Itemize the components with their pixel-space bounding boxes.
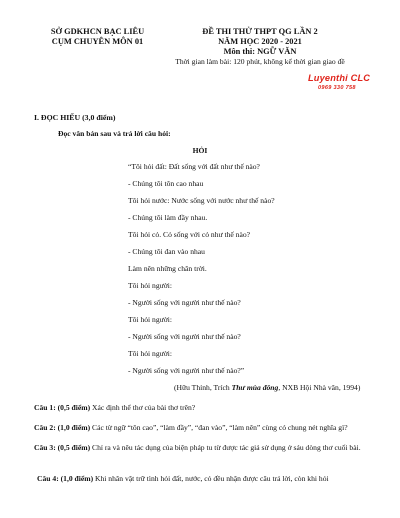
section-instruction: Đọc văn bản sau và trả lời câu hỏi: <box>58 129 171 138</box>
poem-title: HỎI <box>192 146 208 155</box>
subject: Môn thi: NGỮ VĂN <box>223 47 297 56</box>
question-text: Xác định thể thơ của bài thơ trên? <box>90 403 196 412</box>
poem-line: Tôi hỏi người: <box>128 281 172 290</box>
poem-line: - Chúng tôi làm đầy nhau. <box>128 213 208 222</box>
poem-line: - Chúng tôi tôn cao nhau <box>128 179 204 188</box>
question-label: Câu 2: (1,0 điểm) <box>34 423 91 432</box>
question-4 <box>37 474 387 484</box>
poem-line: - Người sống với người như thế nào?” <box>128 366 245 375</box>
question-text: Khi nhân vật trữ tình hỏi đất, nước, cỏ đều nhận được câu trả lời, còn khi hỏi <box>93 474 329 483</box>
poem-line: - Người sống với người như thế nào? <box>128 332 241 341</box>
question-3 <box>34 443 386 453</box>
school-year: NĂM HỌC 2020 - 2021 <box>218 37 302 46</box>
question-text: Các từ ngữ “tôn cao”, “làm đầy”, “đan vào”, “làm nên” cùng có chung nét nghĩa gì? <box>90 423 348 432</box>
group-name: CỤM CHUYÊN MÔN 01 <box>51 37 144 46</box>
question-label: Câu 3: (0,5 điểm) <box>34 443 91 452</box>
poem-source-line <box>174 383 360 393</box>
time-limit: Thời gian làm bài: 120 phút, không kể thời gian giao đề <box>175 57 345 66</box>
section-heading: I. ĐỌC HIỂU (3,0 điểm) <box>34 113 116 122</box>
source-suffix: , NXB Hội Nhà văn, 1994) <box>278 383 361 392</box>
luyenthi-logo-title: Luyenthi CLC <box>308 73 371 83</box>
question-1 <box>34 403 384 413</box>
department-name: SỞ GDKHCN BẠC LIÊU <box>50 27 145 36</box>
poem-line: Tôi hỏi cỏ. Cỏ sống với cỏ như thế nào? <box>128 230 251 239</box>
luyenthi-logo-phone: 0969 330 758 <box>318 85 356 91</box>
poem-line: Tôi hỏi người: <box>128 349 172 358</box>
poem-line: “Tôi hỏi đất: Đất sống với đất như thế nào? <box>128 162 260 171</box>
question-label: Câu 1: (0,5 điểm) <box>34 403 91 412</box>
question-text: Chỉ ra và nêu tác dụng của biện pháp tu từ được tác giả sử dụng ở sáu dòng thơ cuối bài. <box>90 443 361 452</box>
exam-title: ĐỀ THI THỬ THPT QG LẦN 2 <box>202 27 318 36</box>
question-2 <box>34 423 384 433</box>
source-prefix: (Hữu Thỉnh, Trích <box>174 383 232 392</box>
poem-line: - Người sống với người như thế nào? <box>128 298 241 307</box>
poem-line: Làm nên những chân trời. <box>128 264 207 273</box>
poem-line: Tôi hỏi nước: Nước sống với nước như thế nào? <box>128 196 275 205</box>
source-work: Thư mùa đông <box>231 383 279 392</box>
poem-line: Tôi hỏi người: <box>128 315 172 324</box>
question-label: Câu 4: (1,0 điểm) <box>37 474 94 483</box>
poem-line: - Chúng tôi đan vào nhau <box>128 247 205 256</box>
